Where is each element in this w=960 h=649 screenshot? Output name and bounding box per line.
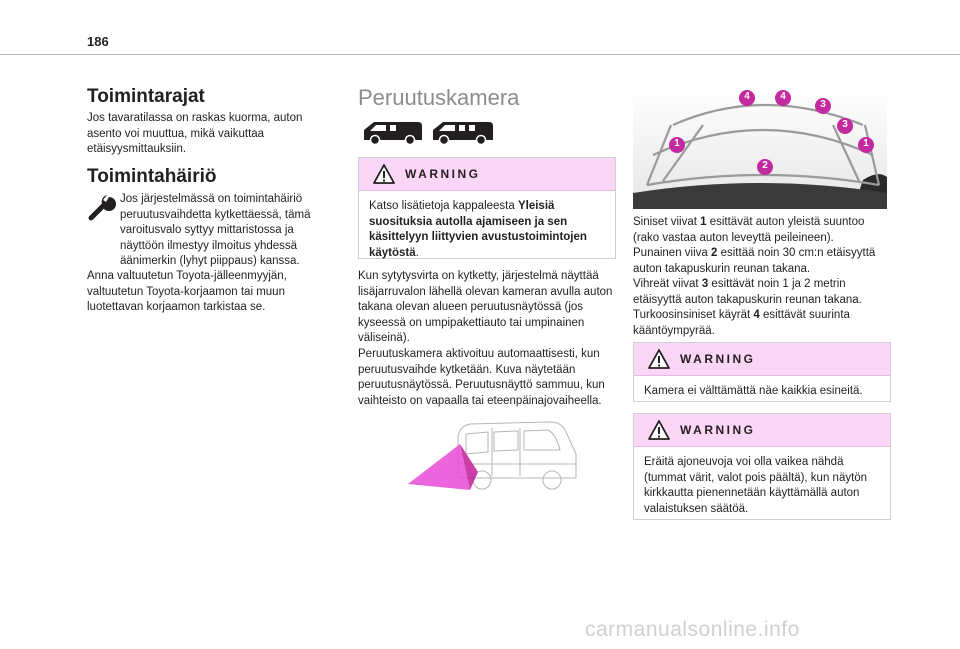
page-number: 186 [87, 34, 109, 49]
warning-reference-link[interactable]: Yleisiä suosituksia autolla ajamiseen ja sen käsittelyyn liittyvien avustustoimintojen käytöstä [369, 200, 587, 259]
wrench-icon [87, 192, 117, 222]
text-bold: 2 [711, 247, 718, 259]
guide-line-1 [633, 215, 889, 246]
warning-body: Eräitä ajoneuvoja voi olla vaikea nähdä (tummat värit, valot pois päältä), kun näytön kirkkautta pienennetään käyttämällä auton valaistuksen säätöä. [644, 456, 868, 515]
marker-label: 3 [820, 99, 826, 110]
marker-label: 4 [744, 91, 750, 102]
text-span: Vihreät viivat [633, 278, 702, 290]
marker-4-right [775, 90, 791, 111]
camera-description-1: Kun sytytysvirta on kytketty, järjestelmä näyttää lisäjarruvalon lähellä olevan kameran avulla auton takana olevan alueen peruutusnäytössä (jos kyseessä on umpipakettiauto tai umpinainen väliseinä). [358, 270, 613, 344]
text-bold: 1 [700, 216, 707, 228]
guide-lines-text [633, 215, 889, 339]
text-bold: 3 [701, 278, 709, 290]
page-title: Peruutuskamera [358, 85, 520, 110]
text-span: esittävät auton yleistä suuntoo (rako vastaa auton leveyttä peileineen). [633, 216, 865, 244]
warning-triangle-icon [373, 164, 395, 184]
warning-header [634, 343, 890, 376]
marker-2 [757, 159, 773, 180]
marker-3-lower [837, 118, 853, 139]
section-title-limits: Toimintarajat [87, 86, 205, 107]
warning-label: WARNING [405, 167, 481, 181]
marker-label: 1 [674, 138, 680, 149]
warning-header [359, 158, 615, 191]
warning-triangle-icon [648, 420, 670, 440]
footer-watermark: carmanualsonline.info [585, 618, 800, 641]
text-span: esittävät noin 1 ja 2 metrin etäisyyttä auton takapuskurin reunan takana. [633, 278, 862, 306]
warning-box-right-1 [633, 342, 891, 402]
warning-box-middle [358, 157, 616, 259]
warning-box-right-2 [633, 413, 891, 520]
warning-label: WARNING [680, 352, 756, 366]
marker-label: 1 [863, 138, 869, 149]
section-title-malfunction: Toimintahäiriö [87, 166, 217, 187]
marker-4-left [739, 90, 755, 111]
warning-header [634, 414, 890, 447]
warning-body: Kamera ei välttämättä näe kaikkia esineitä. [644, 385, 863, 397]
warning-label: WARNING [680, 423, 756, 437]
camera-description-2: Peruutuskamera aktivoituu automaattisesti, kun peruutusvaihde kytketään. Kuva näytetään peruutusnäytössä. Peruutusnäyttö sammuu, kun vaihteisto on vapaalla tai eteenpäinajovaiheella. [358, 348, 605, 407]
text-span: esittää noin 30 cm:n etäisyyttä auton takapuskurin reunan takana. [633, 247, 876, 275]
marker-3-upper [815, 98, 831, 119]
guide-line-2 [633, 246, 889, 277]
guide-line-4 [633, 308, 889, 339]
marker-label: 3 [842, 119, 848, 130]
camera-view-diagram [633, 85, 887, 209]
warning-body [359, 191, 615, 269]
malfunction-lead: Jos järjestelmässä on toimintahäiriö peruutusvaihdetta kytkettäessä, tämä varoitusvalo syttyy mittaristossa ja näyttöön ilmestyy ilmoitus yhdessä äänimerkin (lyhyt piippaus) kanssa. [120, 193, 311, 267]
text-span: Siniset viivat [633, 216, 701, 228]
header-divider [0, 54, 960, 55]
warning-text-end: . [415, 246, 419, 259]
marker-label: 4 [780, 91, 786, 102]
van-icon-long [429, 118, 495, 151]
text-bold: 4 [753, 309, 760, 321]
section-text-malfunction-b: Anna valtuutetun Toyota-jälleenmyyjän, valtuutetun Toyota-korjaamon tai muun luotettavan korjaamon tarkistaa se. [87, 270, 287, 313]
text-span: Turkoosinsiniset käyrät [633, 309, 754, 321]
van-icon-short [360, 118, 424, 151]
section-text-limits: Jos tavaratilassa on raskas kuorma, auton asento voi muuttua, mikä vaikuttaa etäisyysmittauksiin. [87, 112, 303, 155]
van-camera-illustration [400, 414, 580, 504]
text-span: esittävät suurinta kääntöympyrää. [633, 309, 850, 337]
warning-text: Katso lisätietoja kappaleesta [369, 200, 518, 212]
section-text-malfunction-a [120, 192, 320, 270]
warning-triangle-icon [648, 349, 670, 369]
guide-line-3 [633, 277, 889, 308]
text-span: Punainen viiva [633, 247, 711, 259]
marker-1-right [858, 137, 874, 158]
marker-label: 2 [762, 160, 768, 171]
marker-1-left [669, 137, 685, 158]
